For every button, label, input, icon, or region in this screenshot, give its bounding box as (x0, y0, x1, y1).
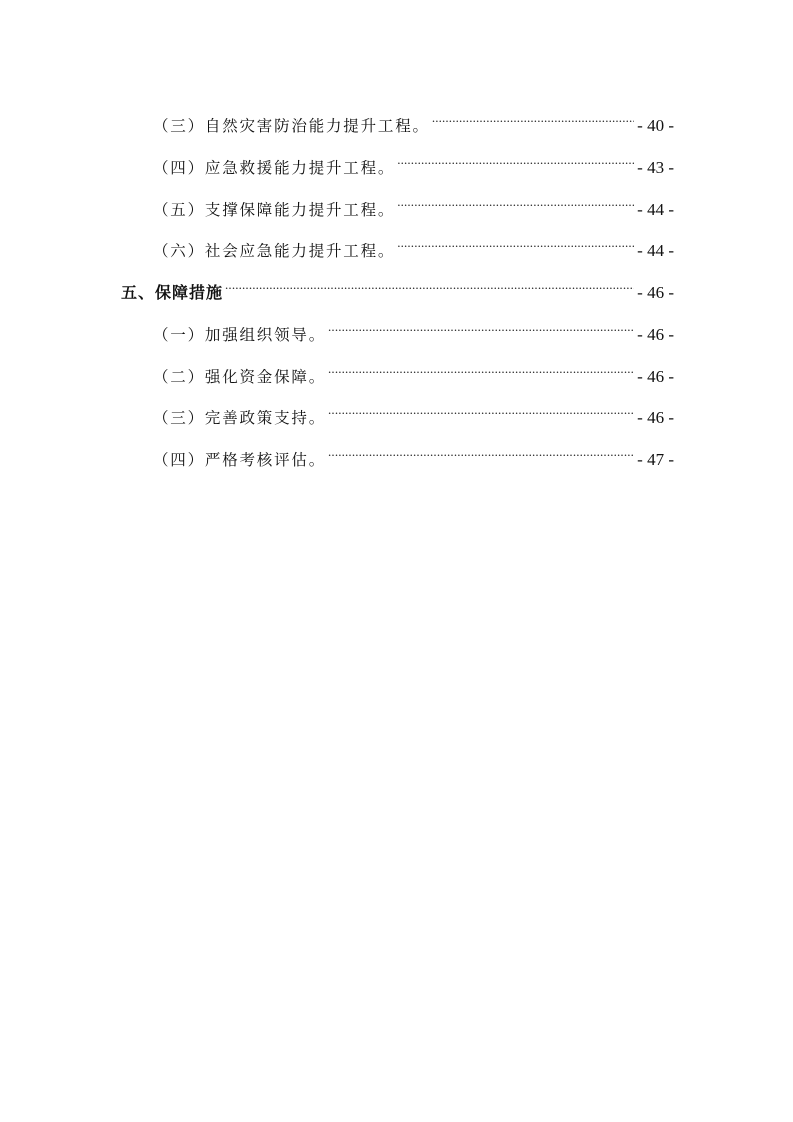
toc-entry-policy-support[interactable] (153, 397, 674, 427)
toc-page-number: - 44 - (637, 200, 674, 219)
toc-entry-assessment-evaluation[interactable] (153, 439, 674, 469)
toc-entry-title: （五）支撑保障能力提升工程。 (153, 201, 396, 219)
toc-entry-funding-guarantee[interactable] (153, 356, 674, 386)
toc-entry-natural-disaster-prevention[interactable] (153, 105, 674, 135)
toc-page-number: - 46 - (637, 408, 674, 427)
toc-entry-title: （四）应急救援能力提升工程。 (153, 159, 396, 177)
toc-page-number: - 43 - (637, 158, 674, 177)
toc-page-number: - 46 - (637, 367, 674, 386)
toc-page-number: - 46 - (637, 283, 674, 302)
toc-entry-emergency-rescue[interactable] (153, 147, 674, 177)
toc-entry-title: （一）加强组织领导。 (153, 326, 327, 344)
toc-entry-support-capability[interactable] (153, 189, 674, 219)
toc-entry-title: （四）严格考核评估。 (153, 451, 327, 469)
dot-leader (328, 314, 634, 340)
toc-entry-title: （三）自然灾害防治能力提升工程。 (153, 117, 430, 135)
toc-entry-social-emergency[interactable] (153, 230, 674, 260)
toc-page-number: - 46 - (637, 325, 674, 344)
dot-leader (225, 272, 634, 298)
dot-leader (397, 189, 634, 215)
dot-leader (397, 230, 634, 256)
toc-section-title: 五、保障措施 (121, 283, 224, 302)
dot-leader (432, 105, 634, 131)
toc-page-number: - 47 - (637, 450, 674, 469)
toc-page-number: - 44 - (637, 241, 674, 260)
toc-entry-title: （六）社会应急能力提升工程。 (153, 242, 396, 260)
toc-section-safeguard-measures[interactable] (121, 272, 674, 302)
toc-entry-organizational-leadership[interactable] (153, 314, 674, 344)
dot-leader (328, 356, 634, 382)
dot-leader (328, 397, 634, 423)
toc-entry-title: （二）强化资金保障。 (153, 368, 327, 386)
toc-entry-title: （三）完善政策支持。 (153, 409, 327, 427)
dot-leader (397, 147, 634, 173)
dot-leader (328, 439, 634, 465)
toc-page-number: - 40 - (637, 116, 674, 135)
